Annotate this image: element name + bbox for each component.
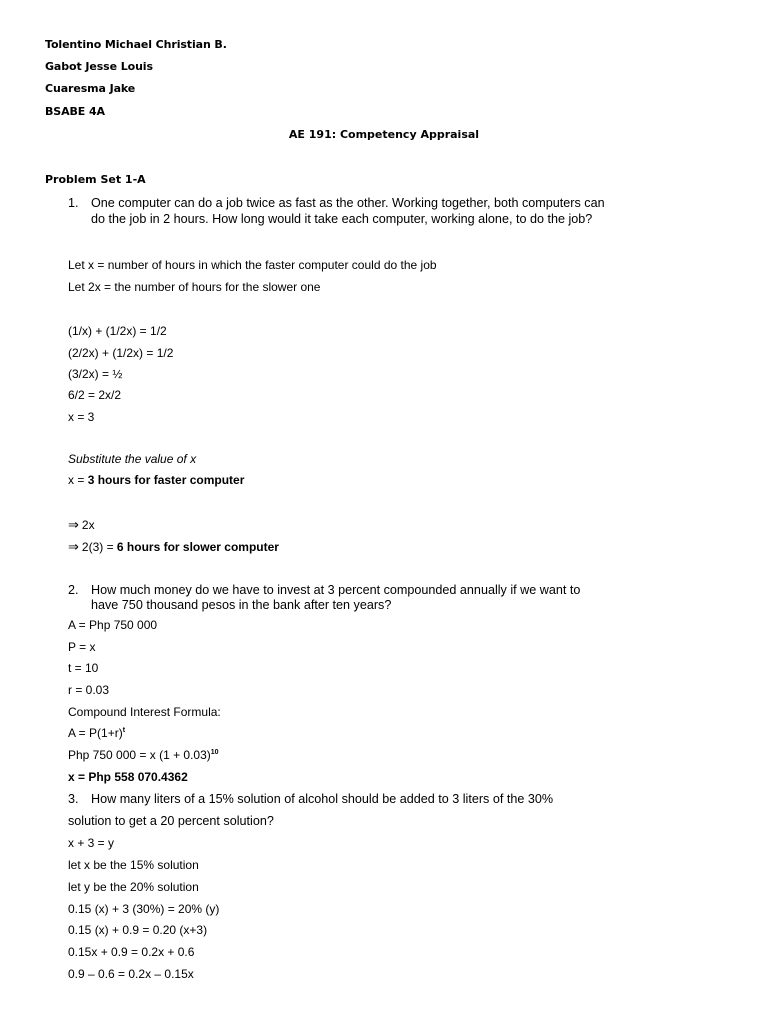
problem-1-equation-4: 6/2 = 2x/2 [68,388,122,402]
problem-3-number: 3. [68,792,79,806]
formula-exponent: 10 [210,749,219,756]
problem-3-line-7: 0.9 – 0.6 = 0.2x – 0.15x [68,967,194,981]
problem-3-question-line-1: How many liters of a 15% solution of alcohol should be added to 3 liters of the 30% [91,792,554,806]
problem-1-equation-3: (3/2x) = ½ [68,367,123,381]
problem-2-line-2: P = x [68,640,96,654]
document-title: AE 191: Competency Appraisal [288,128,480,141]
formula-text: Php 750 000 = x (1 + 0.03) [68,748,211,762]
problem-1-let-1: Let x = number of hours in which the faster computer could do the job [68,258,437,272]
problem-1-equation-2: (2/2x) + (1/2x) = 1/2 [68,346,174,360]
problem-1-implies-1 [68,517,95,533]
problem-2-line-7 [68,748,219,762]
problem-2-line-3: t = 10 [68,661,99,675]
problem-3-line-5: 0.15 (x) + 0.9 = 0.20 (x+3) [68,923,208,937]
problem-2-number: 2. [68,583,79,597]
formula-exponent: t [122,727,126,734]
problem-1-question-line-1: One computer can do a job twice as fast as the other. Working together, both computers can [91,196,605,210]
problem-1-question-line-2: do the job in 2 hours. How long would it take each computer, working alone, to do the job? [91,212,593,226]
answer-value: 6 hours for slower computer [116,540,279,554]
problem-2-question-line-2: have 750 thousand pesos in the bank after ten years? [91,598,392,612]
problem-1-equation-5: x = 3 [68,410,95,424]
problem-2-line-1: A = Php 750 000 [68,618,158,632]
problem-2-line-5: Compound Interest Formula: [68,705,221,719]
problem-2-line-4: r = 0.03 [68,683,110,697]
problem-1-let-2: Let 2x = the number of hours for the slower one [68,280,321,294]
problem-3-line-3: let y be the 20% solution [68,880,199,894]
problem-1-substitute-note: Substitute the value of x [68,452,197,466]
problem-3-line-4: 0.15 (x) + 3 (30%) = 20% (y) [68,902,220,916]
problem-3-line-1: x + 3 = y [68,836,115,850]
problem-3-line-2: let x be the 15% solution [68,858,199,872]
problem-set-heading: Problem Set 1-A [45,173,146,186]
problem-1-implies-2 [68,539,279,555]
implies-arrow-icon: ⇒ [68,539,79,554]
problem-3-line-6: 0.15x + 0.9 = 0.2x + 0.6 [68,945,195,959]
implies-arrow-icon: ⇒ [68,517,79,532]
section-label: BSABE 4A [45,105,105,118]
problem-1-answer-faster [68,473,244,487]
author-name-2: Gabot Jesse Louis [45,60,153,73]
problem-1-equation-1: (1/x) + (1/2x) = 1/2 [68,324,167,338]
answer-value: 3 hours for faster computer [87,473,245,487]
author-name-3: Cuaresma Jake [45,82,136,95]
problem-3-question-line-2: solution to get a 20 percent solution? [68,814,274,828]
problem-2-answer: x = Php 558 070.4362 [68,770,188,784]
problem-2-line-6 [68,726,125,740]
formula-text: A = P(1+r) [68,726,123,740]
problem-2-question-line-1: How much money do we have to invest at 3 percent compounded annually if we want to [91,583,581,597]
problem-1-number: 1. [68,196,79,210]
answer-prefix: x = [68,473,88,487]
author-name-1: Tolentino Michael Christian B. [45,38,227,51]
implies-prefix: 2(3) = [81,540,117,554]
implies-text: 2x [81,518,95,532]
